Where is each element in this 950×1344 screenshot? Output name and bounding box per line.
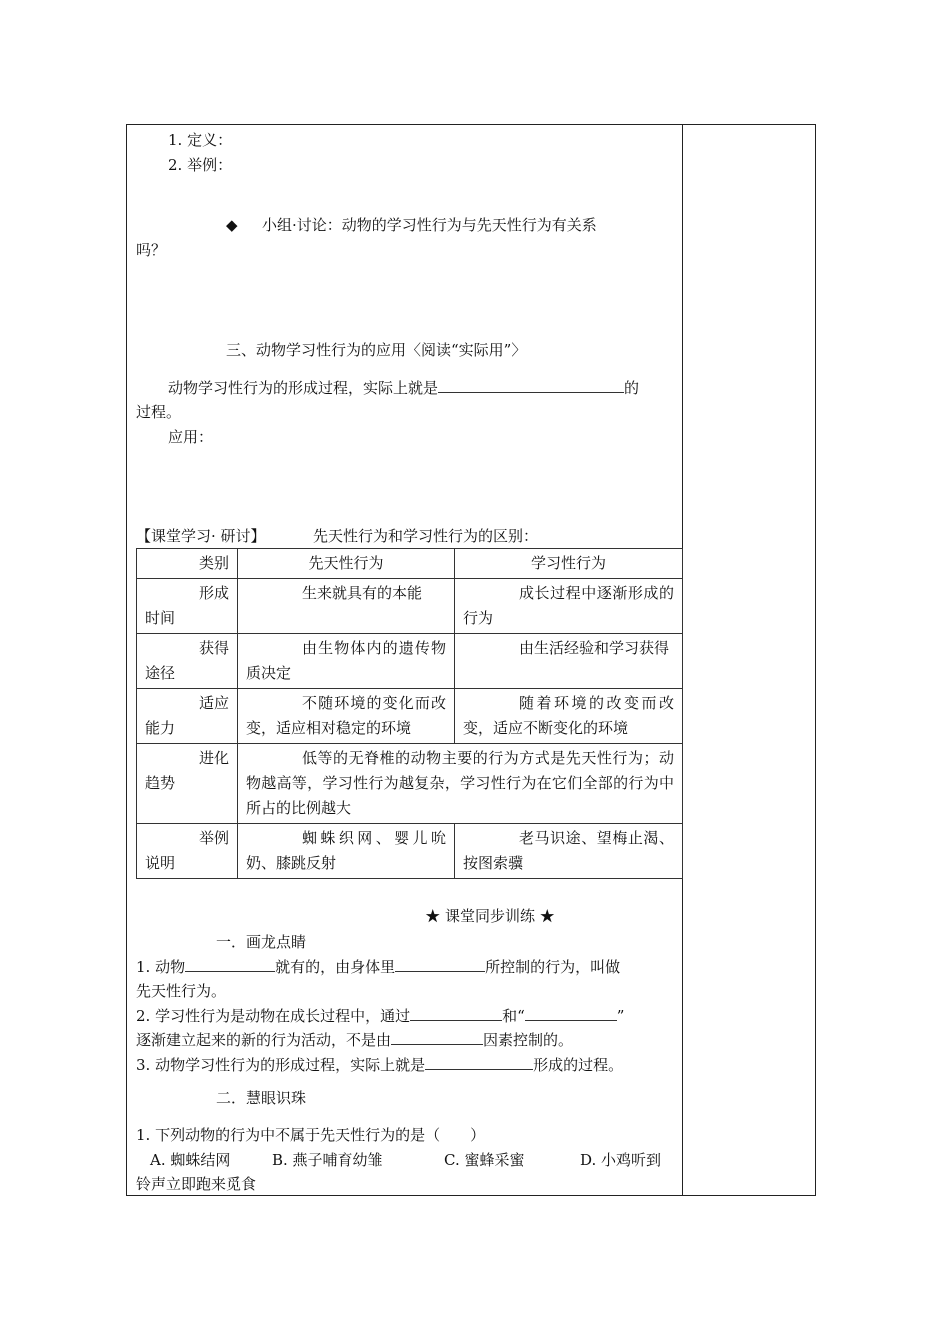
answer-blank xyxy=(185,957,275,972)
research-label: 【课堂学习· 研讨】 xyxy=(136,527,266,545)
row-innate: 蜘蛛织网、婴儿吮奶、膝跳反射 xyxy=(238,824,455,879)
q2-text-d: 逐渐建立起来的新的行为活动，不是由 xyxy=(136,1031,392,1049)
question-2 xyxy=(136,1006,624,1026)
table-header-row xyxy=(137,549,683,579)
row-label: 形成时间 xyxy=(137,579,238,634)
row-learned: 成长过程中逐渐形成的行为 xyxy=(455,579,683,634)
part1-heading: 一．画龙点睛 xyxy=(216,933,307,951)
row-label: 适应能力 xyxy=(137,689,238,744)
answer-blank xyxy=(438,378,624,393)
row-learned: 老马识途、望梅止渴、按图索骥 xyxy=(455,824,683,879)
q1-text-b: 就有的，由身体里 xyxy=(275,958,396,976)
row-label: 举例说明 xyxy=(137,824,238,879)
section3-paragraph xyxy=(168,378,639,398)
question-1 xyxy=(136,957,620,977)
row-label: 进化趋势 xyxy=(137,744,238,824)
header-category: 类别 xyxy=(137,549,238,579)
section3-p1-end: 的 xyxy=(624,379,640,397)
table-row xyxy=(137,634,683,689)
table-row xyxy=(137,744,683,824)
table-row xyxy=(137,689,683,744)
q2-text-a: 2. 学习性行为是动物在成长过程中，通过 xyxy=(136,1007,411,1025)
q2-text-b: 和“ xyxy=(502,1007,525,1025)
definition-label: 1. 定义： xyxy=(168,131,233,149)
row-innate: 生来就具有的本能 xyxy=(238,579,455,634)
mc1-option-c: C. 蜜蜂采蜜 xyxy=(444,1151,525,1169)
q1-line2: 先天性行为。 xyxy=(136,982,227,1000)
mc-question-1: 1. 下列动物的行为中不属于先天性行为的是（ ） xyxy=(136,1126,486,1144)
answer-blank xyxy=(395,957,485,972)
header-innate: 先天性行为 xyxy=(238,549,455,579)
mc1-option-a: A. 蜘蛛结网 xyxy=(150,1151,231,1169)
row-learned: 随着环境的改变而改变，适应不断变化的环境 xyxy=(455,689,683,744)
row-label: 获得途径 xyxy=(137,634,238,689)
answer-blank xyxy=(525,1006,617,1021)
training-title: ★ 课堂同步训练 ★ xyxy=(425,907,555,925)
question-2-line2 xyxy=(136,1030,573,1050)
mc1-option-d-line2: 铃声立即跑来觅食 xyxy=(136,1175,257,1193)
q2-text-c: ” xyxy=(616,1007,625,1025)
q1-text-c: 所控制的行为，叫做 xyxy=(485,958,621,976)
answer-blank xyxy=(425,1055,533,1070)
comparison-table xyxy=(136,548,683,879)
table-row xyxy=(137,824,683,879)
row-innate: 不随环境的变化而改变，适应相对稳定的环境 xyxy=(238,689,455,744)
example-label: 2. 举例： xyxy=(168,156,233,174)
answer-blank xyxy=(391,1030,483,1045)
discussion-line2: 吗？ xyxy=(136,241,167,259)
q2-text-e: 因素控制的。 xyxy=(483,1031,574,1049)
answer-blank xyxy=(410,1006,502,1021)
section3-heading: 三、动物学习性行为的应用〈阅读“实际用”〉 xyxy=(226,341,527,359)
q3-text-b: 形成的过程。 xyxy=(533,1056,624,1074)
mc1-option-b: B. 燕子哺育幼雏 xyxy=(272,1151,383,1169)
part2-heading: 二．慧眼识珠 xyxy=(216,1089,307,1107)
diamond-bullet-icon: ◆ xyxy=(226,216,238,234)
row-innate: 由生物体内的遗传物质决定 xyxy=(238,634,455,689)
application-label: 应用： xyxy=(168,428,214,446)
discussion-line1: 小组·讨论：动物的学习性行为与先天性行为有关系 xyxy=(262,216,597,234)
q3-text-a: 3. 动物学习性行为的形成过程，实际上就是 xyxy=(136,1056,426,1074)
research-title: 先天性行为和学习性行为的区别： xyxy=(313,527,539,545)
table-row xyxy=(137,579,683,634)
row-merged: 低等的无脊椎的动物主要的行为方式是先天性行为；动物越高等，学习性行为越复杂，学习性行为在它们全部的行为中所占的比例越大 xyxy=(238,744,683,824)
section3-p1-start: 动物学习性行为的形成过程，实际上就是 xyxy=(168,379,439,397)
mc1-option-d: D. 小鸡听到 xyxy=(580,1151,662,1169)
section3-p1-line2: 过程。 xyxy=(136,403,182,421)
row-learned: 由生活经验和学习获得 xyxy=(455,634,683,689)
question-3 xyxy=(136,1055,623,1075)
header-learned: 学习性行为 xyxy=(455,549,683,579)
q1-text-a: 1. 动物 xyxy=(136,958,186,976)
